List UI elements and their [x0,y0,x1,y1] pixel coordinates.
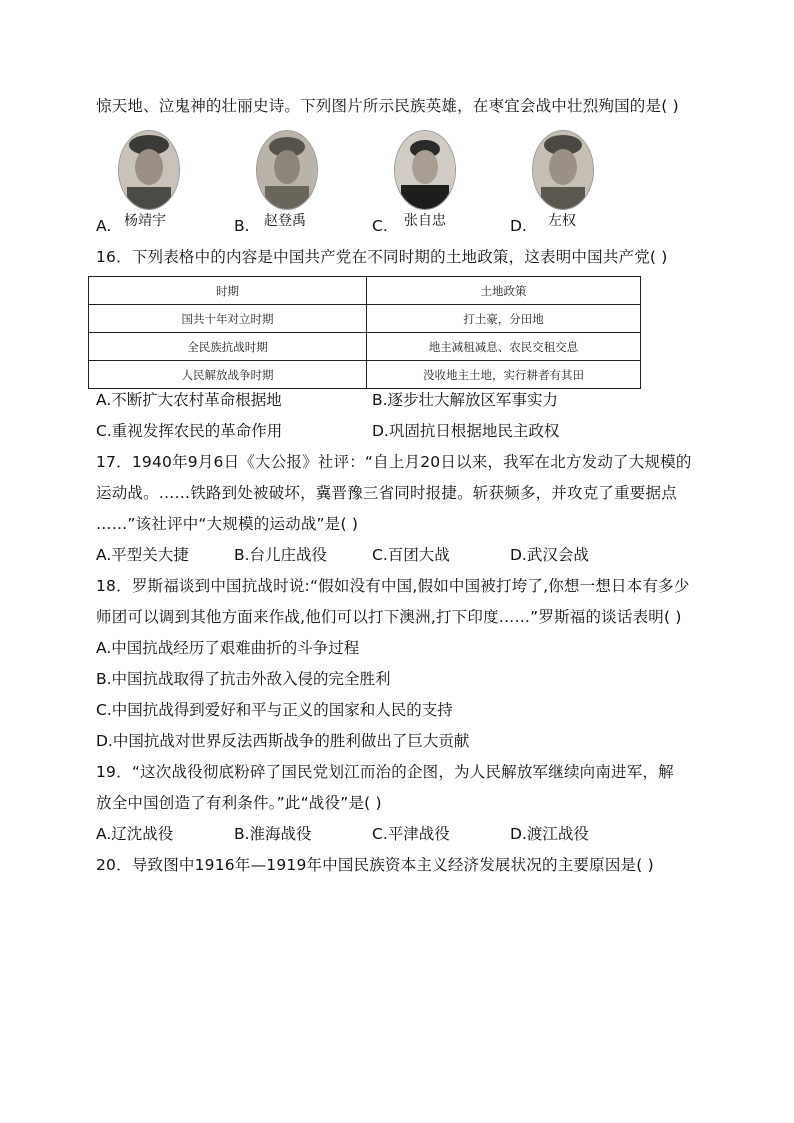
table-header: 土地政策 [367,277,641,305]
q17-stem-line-3: ……”该社评中“大规模的运动战”是( ) [96,515,359,533]
q15-option-b[interactable] [234,124,384,236]
q18-option-c[interactable]: C.中国抗战得到爱好和平与正义的国家和人民的支持 [96,701,453,719]
q19-stem-line-2: 放全中国创造了有利条件。”此“战役”是( ) [96,794,382,812]
q17-option-c[interactable]: C.百团大战 [372,546,450,564]
q19-option-c[interactable]: C.平津战役 [372,825,450,843]
option-letter: D. [510,217,527,235]
q15-option-d[interactable] [510,124,660,236]
q17-option-b[interactable]: B.台儿庄战役 [234,546,328,564]
q18-stem-line-2: 师团可以调到其他方面来作战,他们可以打下澳洲,打下印度……”罗斯福的谈话表明( ) [96,608,682,626]
table-cell: 人民解放战争时期 [89,361,367,389]
q16-stem: 16．下列表格中的内容是中国共产党在不同时期的土地政策，这表明中国共产党( ) [96,248,668,266]
q19-option-b[interactable]: B.淮海战役 [234,825,312,843]
q19-stem-line-1: 19．“这次战役彻底粉碎了国民党划江而治的企图，为人民解放军继续向南进军，解 [96,763,674,781]
portrait-caption: 赵登禹 [264,213,306,229]
portrait-yang-jingyu [118,130,180,210]
land-policy-table [88,276,641,389]
q19-option-d[interactable]: D.渡江战役 [510,825,589,843]
q15-stem: 惊天地、泣鬼神的壮丽史诗。下列图片所示民族英雄，在枣宜会战中壮烈殉国的是( ) [96,97,679,115]
q16-option-d[interactable]: D.巩固抗日根据地民主政权 [372,422,560,440]
q18-stem-line-1: 18．罗斯福谈到中国抗战时说:“假如没有中国,假如中国被打垮了,你想一想日本有多少 [96,577,690,595]
table-cell: 没收地主土地，实行耕者有其田 [367,361,641,389]
table-cell: 打土豪，分田地 [367,305,641,333]
q17-stem-line-2: 运动战。……铁路到处被破坏，冀晋豫三省同时报捷。斩获频多，并攻克了重要据点 [96,484,677,502]
q15-option-c[interactable] [372,124,522,236]
q18-option-b[interactable]: B.中国抗战取得了抗击外敌入侵的完全胜利 [96,670,391,688]
table-header-row [89,277,641,305]
portrait-zuo-quan [532,130,594,210]
table-cell: 全民族抗战时期 [89,333,367,361]
portrait-caption: 张自忠 [404,213,446,229]
q20-stem: 20．导致图中1916年—1919年中国民族资本主义经济发展状况的主要原因是( ) [96,856,654,874]
portrait-zhang-zizhong [394,130,456,210]
q19-option-a[interactable]: A.辽沈战役 [96,825,174,843]
portrait-zhao-dengyu [256,130,318,210]
q18-option-a[interactable]: A.中国抗战经历了艰难曲折的斗争过程 [96,639,360,657]
table-row [89,305,641,333]
q15-option-a[interactable] [96,124,246,236]
q16-option-c[interactable]: C.重视发挥农民的革命作用 [96,422,283,440]
table-row [89,361,641,389]
q17-option-d[interactable]: D.武汉会战 [510,546,589,564]
portrait-caption: 左权 [548,213,576,229]
option-letter: C. [372,217,388,235]
option-letter: B. [234,217,250,235]
q17-stem-line-1: 17．1940年9月6日《大公报》社评：“自上月20日以来，我军在北方发动了大规模的 [96,453,692,471]
q16-option-b[interactable]: B.逐步壮大解放区军事实力 [372,391,559,409]
q16-option-a[interactable]: A.不断扩大农村革命根据地 [96,391,282,409]
portrait-caption: 杨靖宇 [124,213,166,229]
table-cell: 地主减租减息、农民交租交息 [367,333,641,361]
q17-option-a[interactable]: A.平型关大捷 [96,546,189,564]
option-letter: A. [96,217,112,235]
table-row [89,333,641,361]
table-cell: 国共十年对立时期 [89,305,367,333]
q18-option-d[interactable]: D.中国抗战对世界反法西斯战争的胜利做出了巨大贡献 [96,732,470,750]
table-header: 时期 [89,277,367,305]
